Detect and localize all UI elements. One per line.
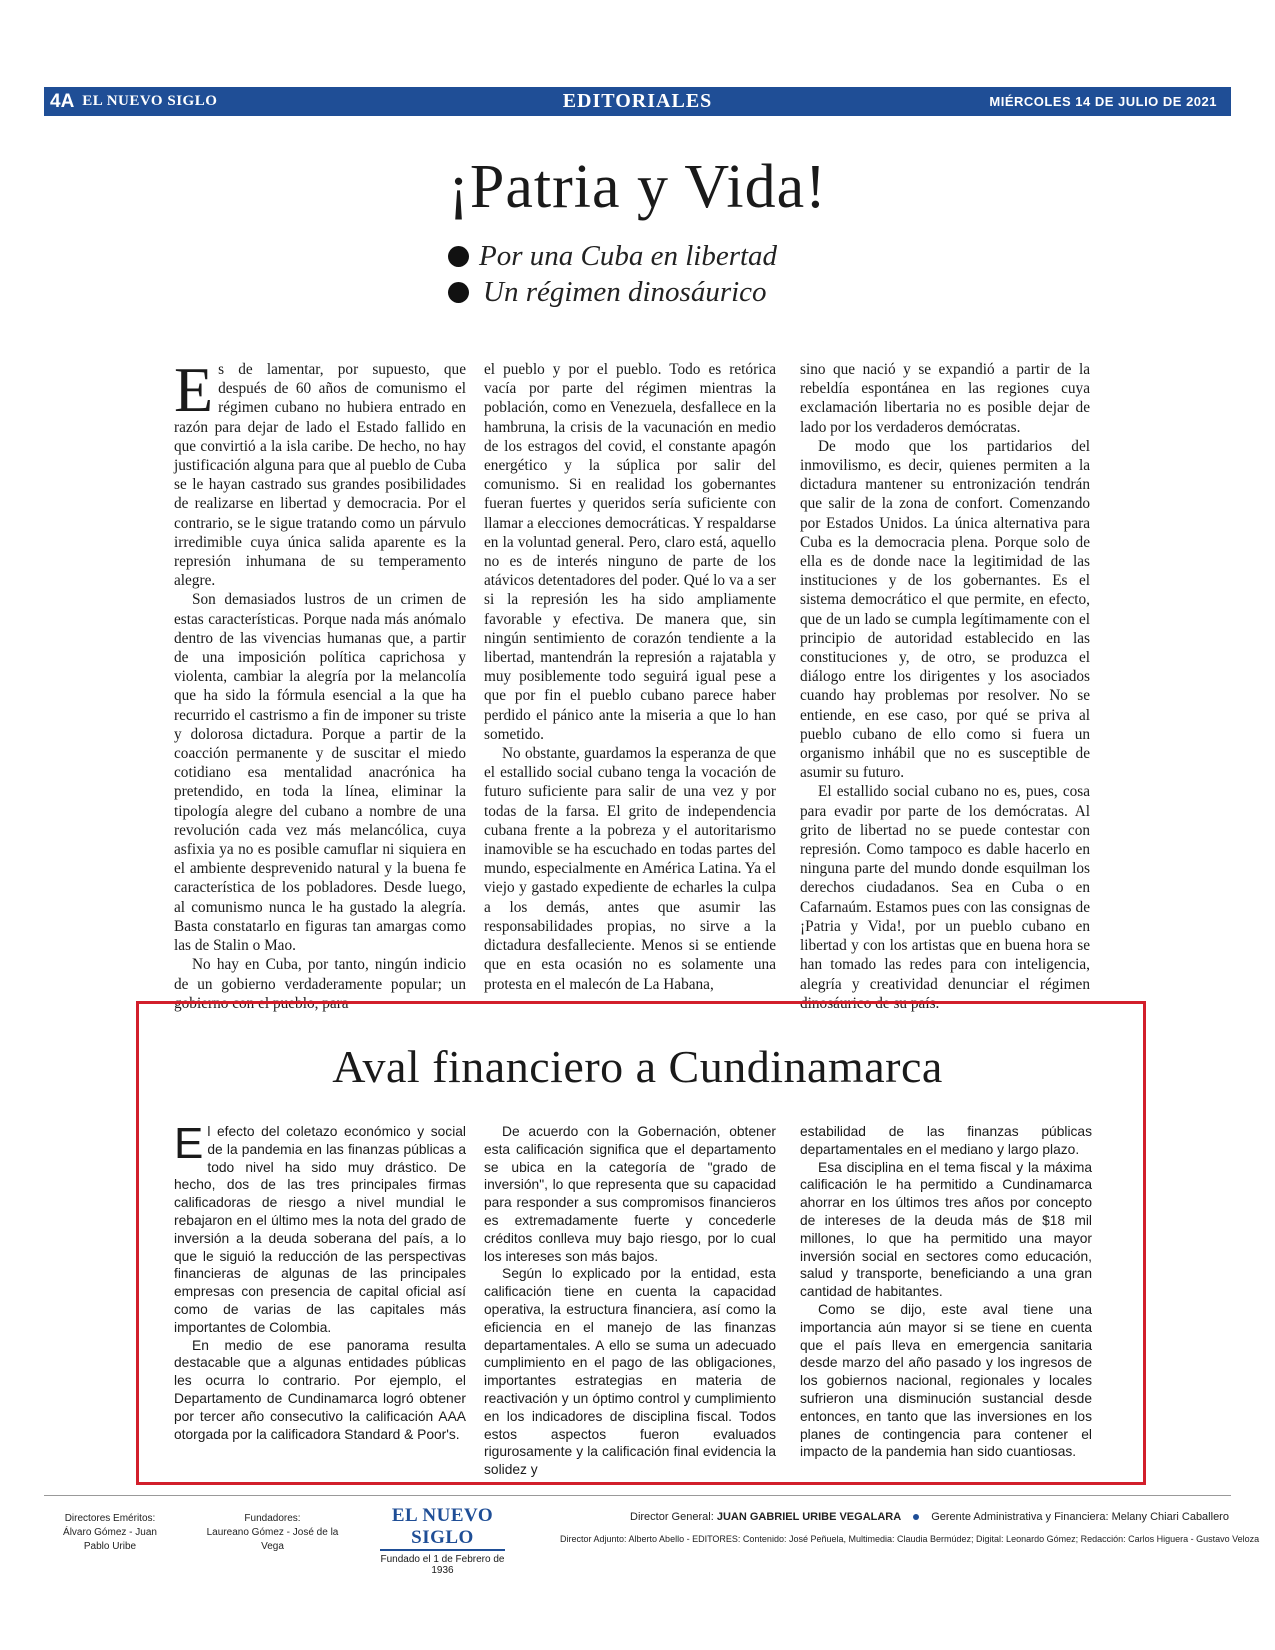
paragraph: Como se dijo, este aval tiene una importancia aún mayor si se tiene en cuenta que el país lleva en emergencia sanitaria desde marzo del año pasado y los ingresos de los gobiernos nacional, regionales y locales sufrieron una disminución sustancial desde entonces, en tanto que las inversiones en los planes de contingencia para contener el impacto de la pandemia han sido cuantiosas. — [800, 1301, 1092, 1460]
paragraph: Esa disciplina en el tema fiscal y la máxima calificación le ha permitido a Cundinamarca ahorrar en los últimos tres años por concepto de intereses de la deuda más de $18 mil millones, lo que ha permitido una mayor inversión social en sectores como educación, salud y transporte, beneficiando a una gran cantidad de habitantes. — [800, 1159, 1092, 1300]
fundadores: Fundadores: Laureano Gómez - José de la Vega — [206, 1513, 339, 1552]
paragraph: En medio de ese panorama resulta destacable que a algunas entidades públicas les ocurra lo contrario. Por ejemplo, el Departamento de Cundinamarca logró obtener por tercer año consecutivo la calificación AAA otorgada por la calificadora Standard & Poor's. — [174, 1337, 466, 1442]
paper-name: EL NUEVO SIGLO — [82, 93, 218, 109]
page-number: 4A — [50, 90, 75, 112]
drop-cap: E — [174, 354, 214, 425]
editorial2-title: Aval financiero a Cundinamarca — [332, 1041, 943, 1092]
directores-emeritos: Directores Eméritos: Álvaro Gómez - Juan Pablo Uribe — [63, 1513, 157, 1552]
bullet-icon — [913, 1514, 919, 1520]
bullet-icon — [448, 246, 469, 267]
editorial2-column-2 — [484, 1123, 776, 1478]
paragraph: el pueblo y por el pueblo. Todo es retórica vacía por parte del régimen mientras la población, como en Venezuela, desfallece en la hambruna, la crisis de la vacunación en medio de los estragos del covid, el constante apagón energético y la súplica por salir del comunismo. Si en realidad los gobernantes fueran fuertes y queridos sería suficiente con llamar a elecciones democráticas. Y respaldarse en la voluntad general. Pero, claro está, aquello no es de interés ninguno de parte de los atávicos detentadores del poder. Qué lo va a ser si la represión les ha sido ampliamente favorable y efectiva. De manera que, sin ningún sentimiento de corazón tendiente a la libertad, mantendrán la represión a rajatabla y muy posiblemente todo seguirá igual pese a que por fin el pueblo cubano parece haber perdido el pánico ante la miseria a que lo han sometido. — [484, 361, 776, 743]
drop-cap: E — [174, 1119, 204, 1168]
editorial1-column-1 — [174, 354, 466, 1012]
paragraph: El estallido social cubano no es, pues, cosa para evadir por parte de los demócratas. Al grito de libertad no se puede contestar con represión. Como tampoco es dable hacerlo en ninguna parte del mundo donde esquilman los derechos ciudadanos. Sea en Cuba o en Cafarnaúm. Estamos pues con las consignas de ¡Patria y Vida!, por un pueblo cubano en libertad y con los artistas que en buena hora se han tomado las redes para con inteligencia, alegría y creatividad denunciar el régimen dinosáurico de su país. — [800, 783, 1090, 1012]
paragraph: De acuerdo con la Gobernación, obtener esta calificación significa que el departamento se ubica en la categoría de "grado de inversión", lo que representa que su capacidad para responder a sus compromisos financieros es extremadamente fuerte y concederle créditos conlleva muy bajo riesgo, por lo cual los intereses son más bajos. — [484, 1124, 776, 1264]
footer-staff: Director Adjunto: Alberto Abello - EDITORES: Contenido: José Peñuela, Multimedia: Claudia Bermúdez; Digital: Leonardo Gómez; Redacción: Carlos Higuera - Gustavo Veloza — [560, 1534, 1260, 1544]
paragraph: El efecto del coletazo económico y social de la pandemia en las finanzas públicas a todo nivel ha sido muy drástico. De hecho, dos de las tres principales firmas calificadoras de riesgo a nivel mundial le rebajaron en el último mes la nota del grado de inversión a la deuda soberana del país, a lo que le siguió la reducción de las perspectivas financieras de algunas de las principales empresas con presencia de capital oficial así como de varias de las capitales más importantes de Colombia. — [174, 1119, 466, 1335]
paragraph: No hay en Cuba, por tanto, ningún indicio de un gobierno verdaderamente popular; un gobierno con el pueblo, para — [174, 956, 466, 1012]
section-title: EDITORIALES — [562, 90, 713, 112]
paragraph: Según lo explicado por la entidad, esta calificación tiene en cuenta la capacidad operativa, la estructura financiera, así como la eficiencia en el manejo de las finanzas departamentales. A ello se suma un adecuado cumplimiento en el pago de las obligaciones, importantes estrategias en materia de reactivación y un óptimo control y cumplimiento en los indicadores de disciplina fiscal. Todos estos aspectos fueron evaluados rigurosamente y la calificación final evidencia la solidez y — [484, 1266, 776, 1478]
issue-date: MIÉRCOLES 14 DE JULIO DE 2021 — [989, 94, 1217, 109]
subtitle-1: Por una Cuba en libertad — [448, 238, 777, 274]
editorial2-column-3 — [800, 1123, 1092, 1458]
paragraph: sino que nació y se expandió a partir de la rebeldía espontánea en las regiones cuya exclamación libertaria no es posible dejar de lado por los verdaderos demócratas. — [800, 361, 1090, 436]
bullet-icon — [448, 282, 469, 303]
editorial1-column-2 — [484, 360, 776, 993]
editorial1-subtitles — [448, 238, 777, 310]
editorial2-column-1 — [174, 1119, 466, 1458]
paragraph: estabilidad de las finanzas públicas departamentales en el mediano y largo plazo. — [800, 1124, 1092, 1157]
footer-logo: EL NUEVO SIGLO Fundado el 1 de Febrero de 1936 — [380, 1505, 505, 1576]
subtitle-2: Un régimen dinosáurico — [448, 274, 777, 310]
paragraph: Son demasiados lustros de un crimen de estas características. Porque nada más anómalo dentro de las vivencias humanas que, a partir de una imposición política caprichosa y violenta, cambiar la alegría por la melancolía que ha sido la fórmula esencial a la que ha recurrido el castrismo a fin de imponer su triste y dolorosa dictadura. Porque a partir de la coacción permanente y de suscitar el miedo cotidiano esa mentalidad anacrónica ha pretendido, en toda la línea, eliminar la tipología alegre del cubano a nombre de una revolución cada vez más melancólica, cuya asfixia ya no es posible camuflar ni siquiera en el ambiente desprevenido natural y la buena fe característica de los pobladores. Desde luego, al comunismo nunca le ha gustado la alegría. Basta constatarlo en figuras tan amargas como las de Stalin o Mao. — [174, 591, 466, 955]
paragraph: De modo que los partidarios del inmovilismo, es decir, quienes permiten a la dictadura mantener su entronización tendrán que salir de la zona de confort. Comenzando por Estados Unidos. La única alternativa para Cuba es la democracia plena. Porque solo de ella es de donde nace la legitimidad de las instituciones y de los gobernantes. Es el sistema democrático el que permite, en efecto, que de un lado se cumpla legítimamente con el principio de autoridad establecido en las constituciones y, de otro, se produzca el diálogo entre los dirigentes y los asociados cuando hay problemas por resolver. No se entiende, en ese caso, por qué se priva al pueblo cubano de ello como si fuera un organismo inhábil que no es susceptible de asumir su futuro. — [800, 437, 1090, 782]
editorial1-title: ¡Patria y Vida! — [448, 153, 827, 221]
editorial1-column-3 — [800, 360, 1090, 1012]
masthead-bar — [44, 87, 1231, 116]
footer-divider — [44, 1495, 1231, 1496]
paragraph: Es de lamentar, por supuesto, que después de 60 años de comunismo el régimen cubano no hubiera entrado en razón para dejar de lado el Estado fallido en que convirtió a la isla caribe. De hecho, no hay justificación alguna para que al pueblo de Cuba se le hayan castrado sus grandes posibilidades de realizarse en libertad y democracia. Por el contrario, se le sigue tratando como un párvulo irredimible cuya única salida aparente es la represión inhumana de su temperamento alegre. — [174, 354, 466, 590]
footer-credits: Director General: JUAN GABRIEL URIBE VEGALARA Gerente Administrativa y Financiera: Melany Chiari Caballero — [630, 1511, 1229, 1523]
paragraph: No obstante, guardamos la esperanza de que el estallido social cubano tenga la vocación de futuro suficiente para salir de una vez y por todas de la farsa. El grito de independencia cubana frente a la pobreza y el autoritarismo inamovible se ha escuchado en todas partes del mundo, especialmente en América Latina. Ya el viejo y gastado expediente de echarles la culpa a los demás, antes que asumir las responsabilidades propias, no sirve a la dictadura desfalleciente. Menos si se entiende que en esta ocasión no es solamente una protesta en el malecón de La Habana, — [484, 745, 776, 993]
